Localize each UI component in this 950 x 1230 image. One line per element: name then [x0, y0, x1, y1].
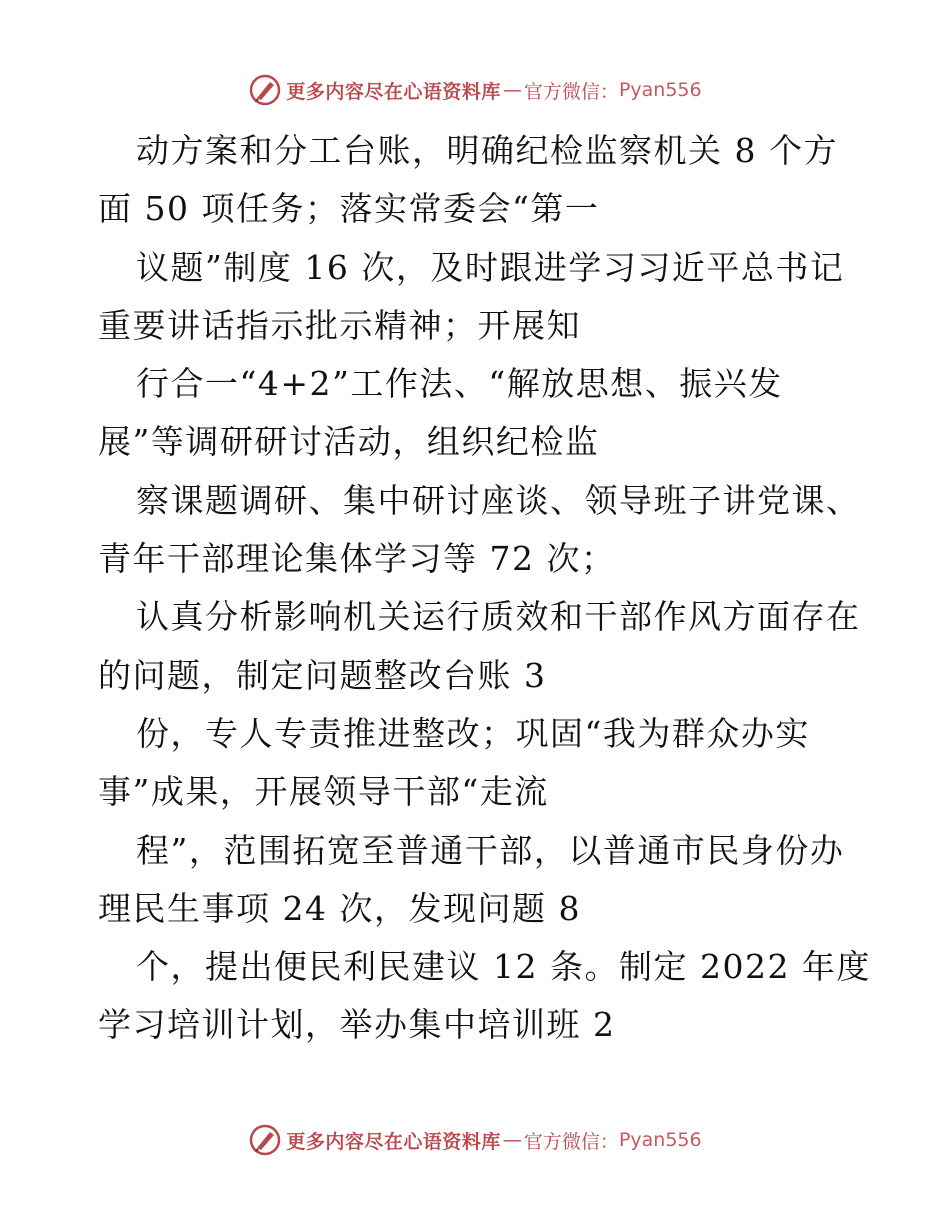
text-line: 个，提出便民利民建议 12 条。制定 2022 年度 — [136, 947, 871, 987]
watermark-wechat-id: Pyan556 — [618, 79, 702, 101]
text-line: 学习培训计划，举办集中培训班 2 — [98, 1005, 616, 1045]
watermark-wechat-label: 官方微信： — [523, 1130, 619, 1153]
text-line: 份，专人专责推进整改；巩固“我为群众办实 — [136, 713, 810, 753]
text-line: 认真分析影响机关运行质效和干部作风方面存在 — [136, 597, 861, 637]
text-line: 理民生事项 24 次，发现问题 8 — [98, 888, 581, 928]
pen-logo-icon — [248, 1123, 282, 1157]
watermark-dash: — — [502, 79, 522, 101]
document-body — [0, 122, 950, 1055]
watermark-dash: — — [502, 1129, 522, 1151]
header-watermark — [0, 70, 950, 110]
text-line: 面 50 项任务；落实常委会“第一 — [98, 189, 600, 229]
text-line: 青年干部理论集体学习等 72 次； — [98, 539, 616, 579]
text-line: 动方案和分工台账，明确纪检监察机关 8 个方 — [136, 131, 838, 170]
text-line: 的问题，制定问题整改台账 3 — [98, 655, 547, 695]
text-line: 程”，范围拓宽至普通干部，以普通市民身份办 — [136, 830, 845, 870]
watermark-site-text: 更多内容尽在心语资料库 — [286, 80, 501, 103]
pen-logo-icon — [248, 73, 282, 107]
footer-watermark — [0, 1120, 950, 1160]
text-line: 事”成果，开展领导干部“走流 — [98, 772, 549, 812]
text-line: 展”等调研研讨活动，组织纪检监 — [98, 422, 600, 462]
watermark-wechat-label: 官方微信： — [523, 80, 619, 103]
text-line: 行合一“4+2”工作法、“解放思想、振兴发 — [136, 364, 783, 404]
watermark-site-text: 更多内容尽在心语资料库 — [286, 1130, 501, 1153]
watermark-wechat-id: Pyan556 — [618, 1129, 702, 1151]
text-line: 重要讲话指示批示精神；开展知 — [98, 305, 581, 345]
text-line: 察课题调研、集中研讨座谈、领导班子讲党课、 — [136, 480, 861, 520]
text-line: 议题”制度 16 次，及时跟进学习习近平总书记 — [136, 247, 845, 287]
